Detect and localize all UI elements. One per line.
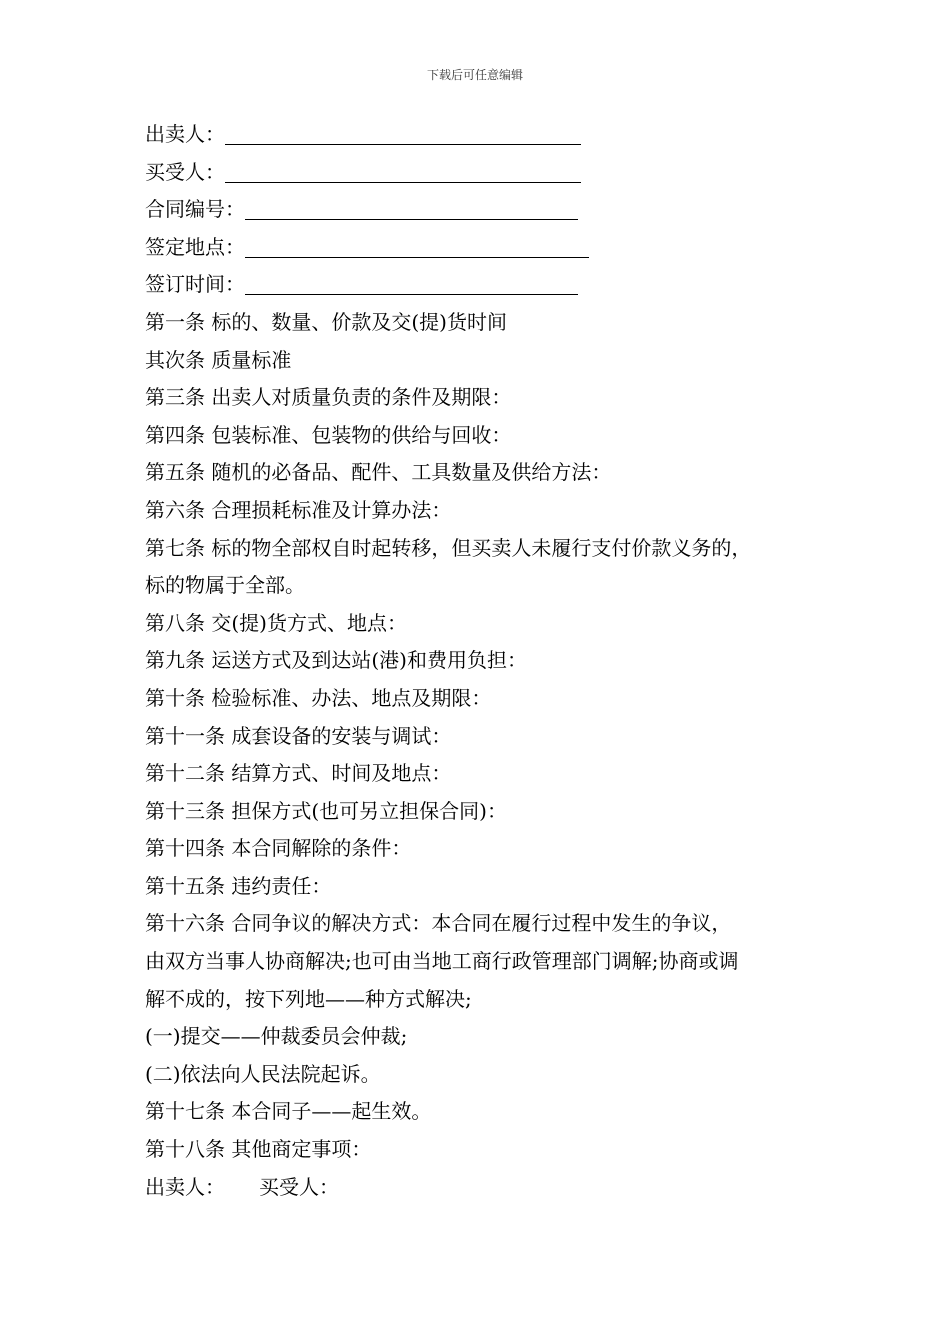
field-label: 签定地点： — [145, 234, 245, 259]
blank-line — [245, 235, 589, 258]
article-line: 第三条 出卖人对质量负责的条件及期限： — [145, 385, 512, 410]
field-label: 买受人： — [145, 159, 225, 184]
blank-line — [225, 122, 581, 145]
field-label: 合同编号： — [145, 197, 245, 222]
contract-body — [145, 116, 835, 1206]
article-line: 解不成的，按下列地——种方式解决; — [145, 986, 472, 1011]
seller-signature-label: 出卖人： — [145, 1174, 225, 1199]
article-line: 第七条 标的物全部权自时起转移，但买卖人未履行支付价款义务的， — [145, 535, 752, 560]
contract-number-field — [145, 191, 835, 229]
article-line: 第一条 标的、数量、价款及交(提)货时间 — [145, 309, 507, 334]
article-line: 第六条 合理损耗标准及计算办法： — [145, 497, 452, 522]
article-line: 第十条 检验标准、办法、地点及期限： — [145, 685, 492, 710]
article-line: 标的物属于全部。 — [145, 573, 305, 598]
seller-field — [145, 116, 835, 154]
page-header: 下载后可任意编辑 — [426, 68, 523, 82]
blank-line — [225, 160, 581, 183]
field-label: 出卖人： — [145, 122, 225, 146]
article-line: 第十二条 结算方式、时间及地点： — [145, 761, 452, 786]
blank-line — [245, 272, 578, 295]
article-line: 第十七条 本合同子——起生效。 — [145, 1099, 432, 1124]
signing-place-field — [145, 229, 835, 267]
article-line: 第九条 运送方式及到达站(港)和费用负担： — [145, 648, 527, 673]
article-line: 第四条 包装标准、包装物的供给与回收： — [145, 422, 512, 447]
buyer-signature-label: 买受人： — [259, 1174, 339, 1199]
article-line: 第十八条 其他商定事项： — [145, 1137, 372, 1162]
article-line: 第八条 交(提)货方式、地点： — [145, 610, 407, 635]
blank-line — [245, 197, 578, 220]
article-line: 其次条 质量标准 — [145, 347, 292, 372]
field-label: 签订时间： — [145, 272, 245, 297]
article-line: 第十五条 违约责任： — [145, 873, 332, 898]
article-line: 第十四条 本合同解除的条件： — [145, 836, 412, 861]
article-line: 第十六条 合同争议的解决方式：本合同在履行过程中发生的争议， — [145, 911, 732, 936]
buyer-field — [145, 154, 835, 192]
signing-time-field — [145, 266, 835, 304]
article-line: (二)依法向人民法院起诉。 — [145, 1061, 381, 1086]
article-line: 由双方当事人协商解决;也可由当地工商行政管理部门调解;协商或调 — [145, 949, 739, 974]
signature-line — [145, 1169, 835, 1207]
article-line: 第五条 随机的必备品、配件、工具数量及供给方法： — [145, 460, 612, 485]
article-line: (一)提交——仲裁委员会仲裁; — [145, 1024, 408, 1049]
article-line: 第十一条 成套设备的安装与调试： — [145, 723, 452, 748]
article-line: 第十三条 担保方式(也可另立担保合同)： — [145, 798, 507, 823]
